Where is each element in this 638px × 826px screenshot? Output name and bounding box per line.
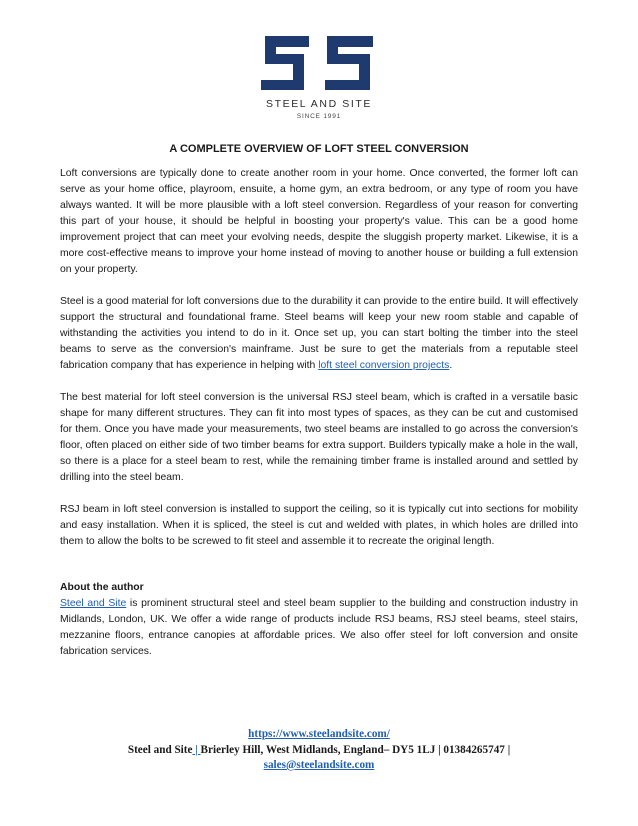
paragraph-rsj-beam: The best material for loft steel conversion is the universal RSJ steel beam, which is crafted in a versatile basic shape for many different structures. They can fit into most types of spaces, as they can be cut and customised for them. Once you have made your measurements, two steel beams are installed to go across the conversion's floor, often placed on either side of two timber beams for extra support. Builders typically make a hole in the wall, so there is a place for a steel beam to rest, while the remaining timber frame is installed around and settled by drilling into the steel beam.	[60, 392, 578, 483]
author-heading: About the author	[60, 582, 144, 593]
logo-name: STEEL AND SITE	[265, 98, 373, 110]
paragraph-intro: Loft conversions are typically done to create another room in your home. Once converted, the former loft can serve as your home office, playroom, ensuite, a home gym, an extra bedroom, or any type of room you have always wanted. It will be more plausible with a loft steel conversion. Regardless of your reason for converting this part of your house, it should be helpful in boosting your property's value. This can be a good home improvement project that can meet your evolving needs, despite the sluggish property market. Likewise, it is a more cost-effective means to improve your home instead of moving to another house or building a full extension on your property.	[60, 168, 578, 275]
paragraph-steel-text: Steel is a good material for loft conversions due to the durability it can provide to the entire build. It will effectively support the structural and foundational frame. Steel beams will keep your new room stable and capable of withstanding the activities you intend to do in it. Once set up, you can start bolting the timber into the steel beams to serve as the conversion's mainframe. Just be sure to get the materials from a reputable steel fabrication company that has experience in helping with	[60, 296, 578, 371]
footer-website-link[interactable]: https://www.steelandsite.com/	[248, 728, 390, 740]
author-company-link[interactable]: Steel and Site	[60, 598, 127, 609]
paragraph-steel-material	[60, 294, 578, 374]
page-footer	[60, 727, 578, 774]
paragraph-rsj-ceiling: RSJ beam in loft steel conversion is installed to support the ceiling, so it is typically cut into sections for mobility and easy installation. When it is spliced, the steel is cut and welded with plates, in which holes are drilled into them to allow the bolts to be screwed to fit steel and assemble it to recreate the original length.	[60, 504, 578, 547]
page-title: A COMPLETE OVERVIEW OF LOFT STEEL CONVERSION	[169, 143, 469, 155]
logo-since: SINCE 1991	[296, 113, 342, 120]
footer-address: Brierley Hill, West Midlands, England– DY5 1LJ | 01384265747 |	[200, 743, 511, 756]
footer-company: Steel and Site	[127, 743, 193, 756]
document-body	[60, 142, 578, 660]
loft-steel-link[interactable]: loft steel conversion projects	[318, 360, 450, 371]
paragraph-steel-end: .	[449, 360, 453, 371]
steel-and-site-emblem	[255, 32, 383, 96]
footer-email-link[interactable]: sales@steelandsite.com	[263, 759, 375, 771]
author-text: is prominent structural steel and steel beam supplier to the building and construction industry in Midlands, London, UK. We offer a wide range of products include RSJ beams, RSJ steel beams, steel stairs, mezzanine floors, entrance canopies at affordable prices. We also offer steel for loft conversion and onsite fabrication services.	[60, 598, 578, 657]
company-logo	[255, 32, 383, 130]
author-paragraph	[60, 596, 578, 660]
footer-separator: |	[192, 743, 201, 756]
